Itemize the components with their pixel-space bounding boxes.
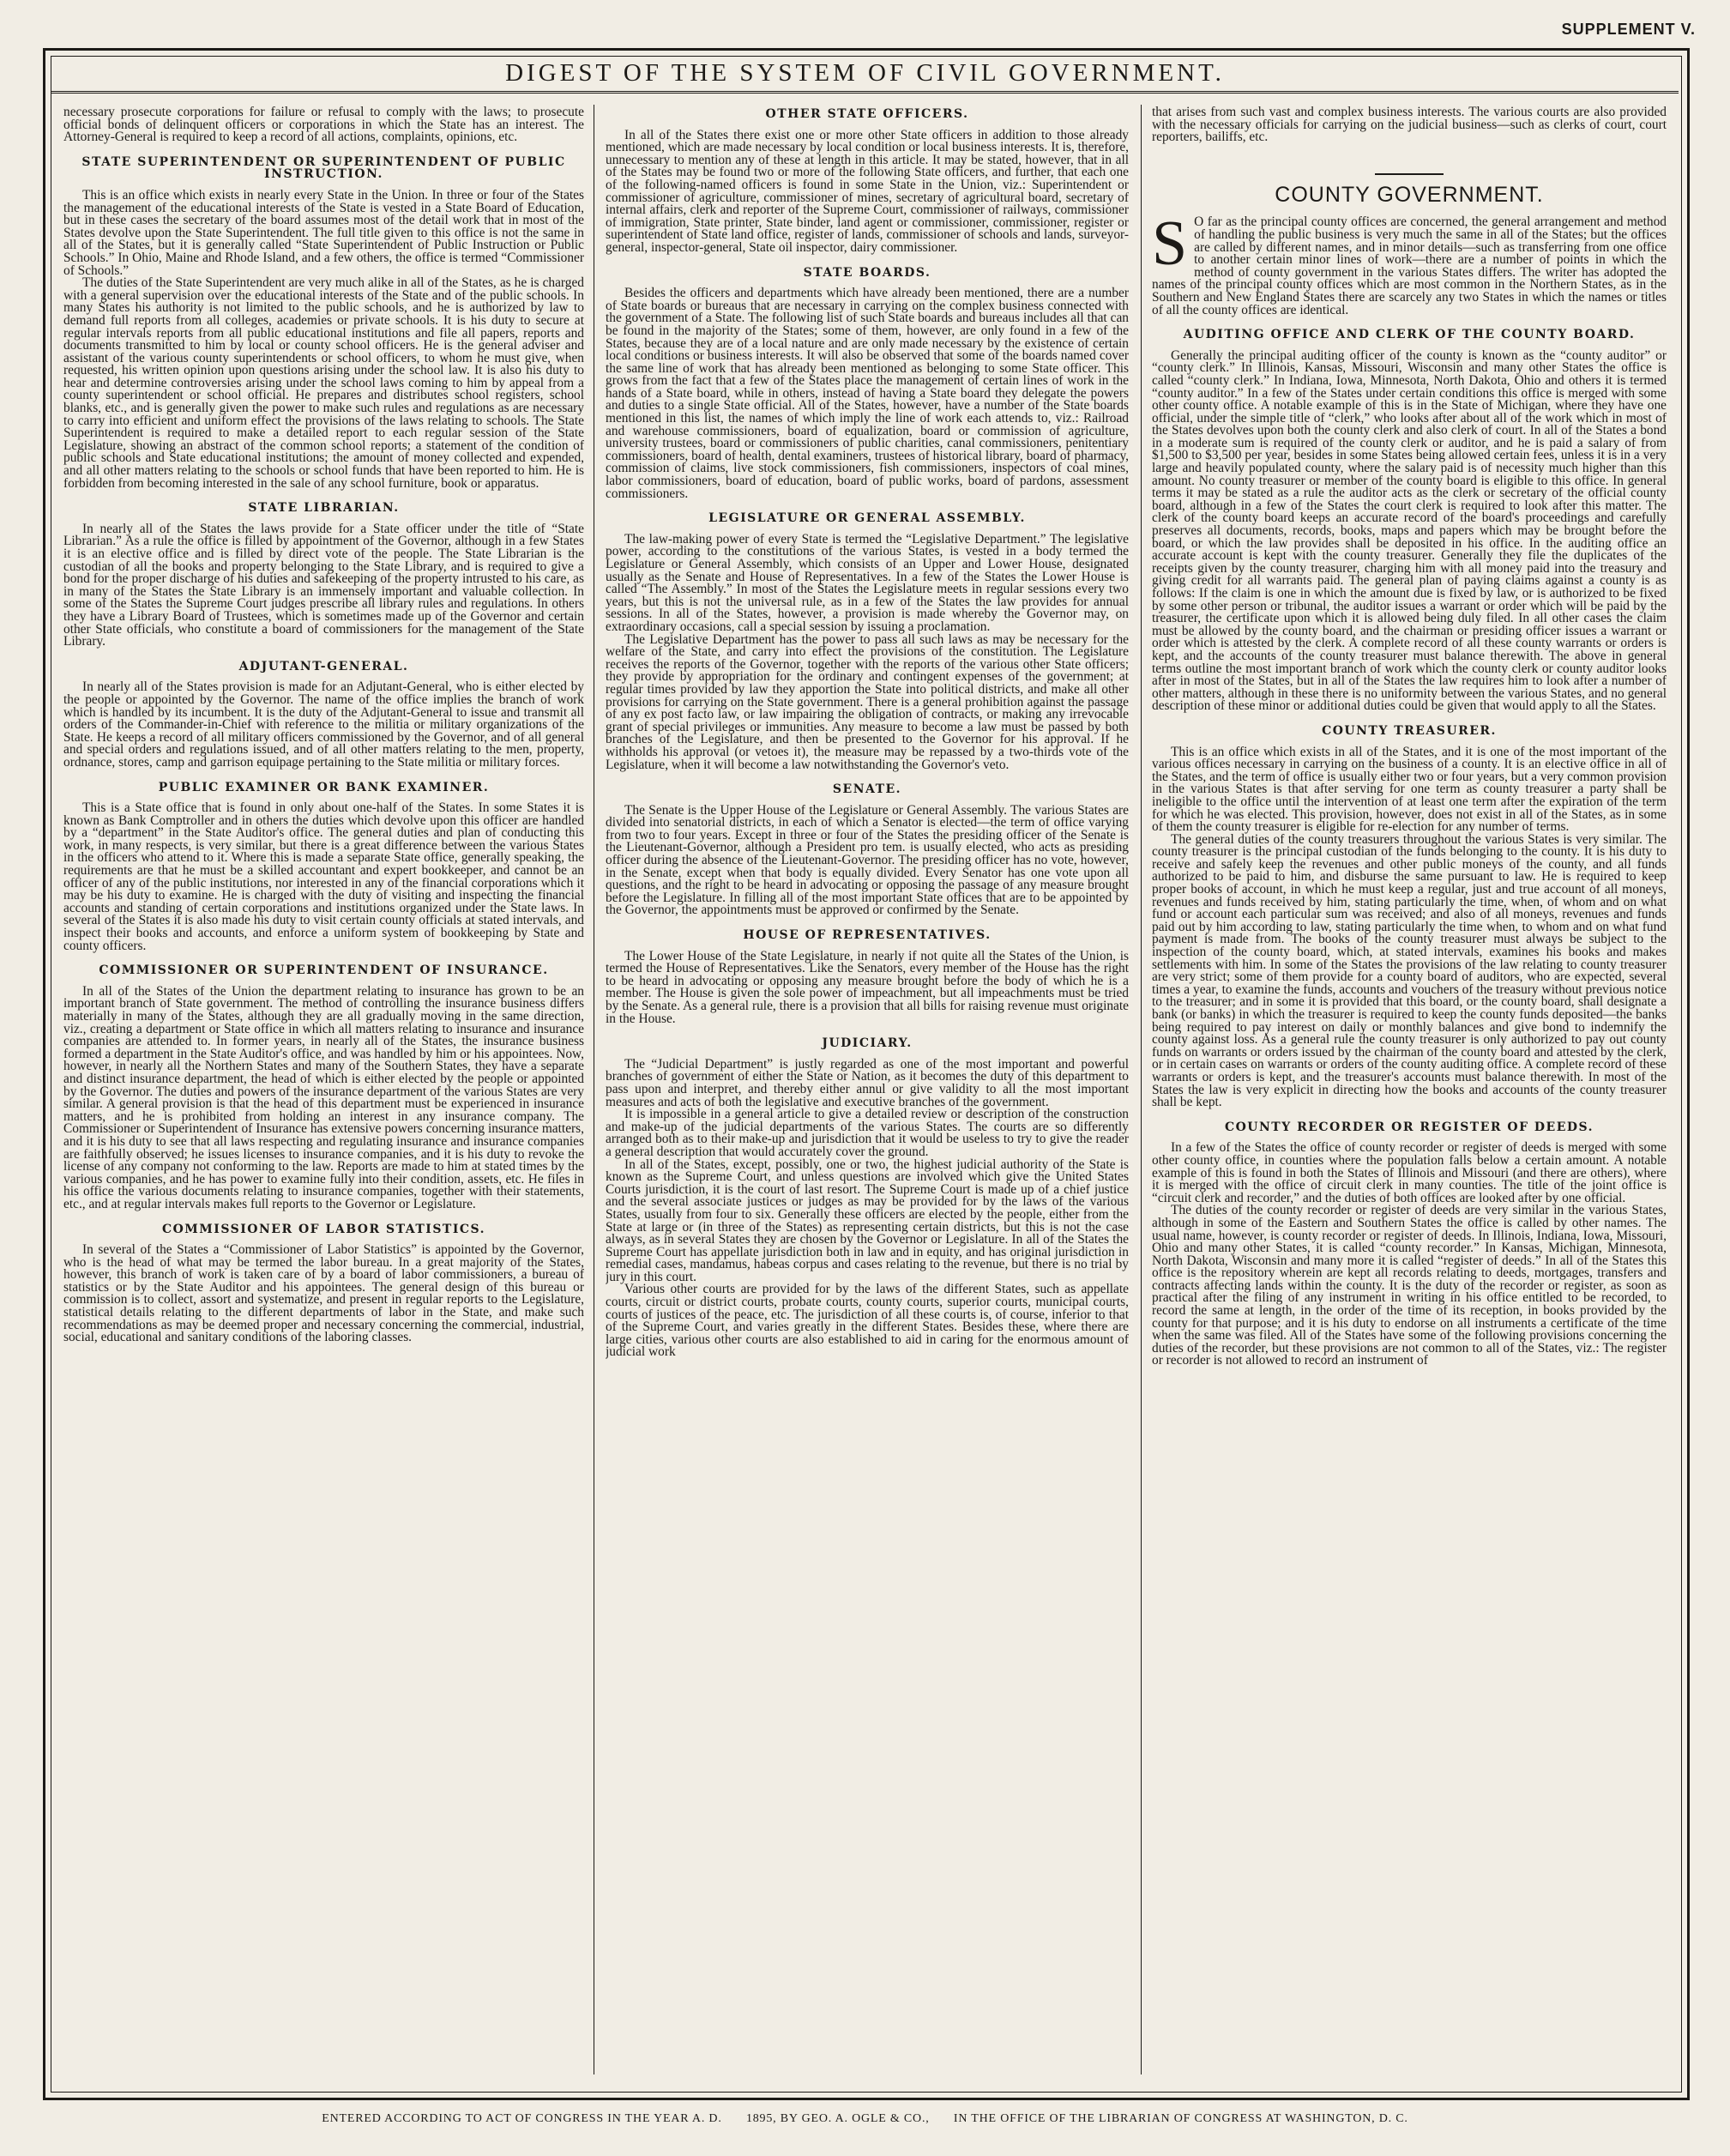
paragraph: In several of the States a “Commissioner of Labor Statistics” is appointed by the Governor, who is the head of what may be termed the labor bureau. In a great majority of the States, however, this branch of work is taken care of by a board of labor commissioners, a bureau of statistics or by the State Auditor and his appointees. The general design of this bureau or commission is to collect, assort and systematize, and present in regular reports to the Legislature, statistical details relating to the different departments of labor in the State, and make such recommendations as may be deemed proper and necessary concerning the commercial, industrial, social, educational and sanitary conditions of the laboring classes.: [63, 1242, 584, 1345]
footer-right: IN THE OFFICE OF THE LIBRARIAN OF CONGRESS AT WASHINGTON, D. C.: [953, 2112, 1408, 2125]
section-heading: HOUSE OF REPRESENTATIVES.: [743, 928, 992, 943]
paragraph: that arises from such vast and complex business interests. The various courts are also provided with the necessary officials for carrying on the judicial business—such as clerks of court, court reporters, bailiffs, etc.: [1152, 106, 1667, 145]
paragraph: The Senate is the Upper House of the Legislature or General Assembly. The various States are divided into senatorial districts, in each of which a Senator is elected—the term of office varying from two to four years. Except in three or four of the States the presiding officer of the Senate is the Lieutenant-Governor, although a President pro tem. is usually elected, who acts as presiding officer during the absence of the Lieutenant-Governor. The presiding officer has no vote, however, in the Senate, except when that body is equally divided. Every Senator has one vote upon all questions, and the right to be heard in advocating or opposing the passage of any measure brought before the Legislature. In filling all of the most important State offices that are to be appointed by the Governor, the appointments must be approved or confirmed by the Senate.: [606, 802, 1129, 918]
page-title: DIGEST OF THE SYSTEM OF CIVIL GOVERNMENT.: [51, 60, 1679, 94]
paragraph: The Lower House of the State Legislature, in nearly if not quite all the States of the Union, is termed the House of Representatives. Like the Senators, every member of the House has the right to be heard in advocating or opposing any measure brought before the body of which he is a member. The House is given the sole power of impeachment, but all impeachments must be tried by the Senate. As a general rule, there is a provision that all bills for raising revenue must originate in the House.: [606, 948, 1129, 1026]
section-heading: SENATE.: [832, 782, 902, 797]
footer-left: ENTERED ACCORDING TO ACT OF CONGRESS IN THE YEAR A. D.: [322, 2112, 722, 2125]
paragraph: Various other courts are provided for by the laws of the different States, such as appellate courts, circuit or district courts, probate courts, county courts, superior courts, municipal courts, courts of justices of the peace, etc. The jurisdiction of all these courts is, of course, inferior to that of the Supreme Court, and varies greatly in the different States. Besides these, where there are large cities, various other courts are also established to aid in caring for the enormous amount of judicial work: [606, 1282, 1129, 1360]
section-heading: COUNTY TREASURER.: [1322, 723, 1497, 738]
paragraph: In nearly all of the States provision is made for an Adjutant-General, who is either elected by the people or appointed by the Governor. The name of the office implies the branch of work which is handled by its incumbent. It is the duty of the Adjutant-General to issue and transmit all orders of the Commander-in-Chief with reference to the militia or military organizations of the State. He keeps a record of all military officers commissioned by the Governor, and of all general and special orders and regulations issued, and of all other matters relating to the men, property, ordnance, stores, camp and garrison equipage pertaining to the State militia or military forces.: [63, 679, 584, 770]
paragraph: This is an office which exists in nearly every State in the Union. In three or four of the States the management of the educational interests of the State is vested in a State Board of Education, but in these cases the secretary of the board assumes most of the detail work that in most of the States devolve upon the State Superintendent. The full title given to this office is not the same in all of the States, but it is generally called “State Superintendent of Public Instruction or Public Schools.” In Ohio, Maine and Rhode Island, and a few others, the office is termed “Commissioner of Schools.”: [63, 187, 584, 278]
section-heading: JUDICIARY.: [822, 1036, 913, 1051]
footer-middle: 1895, BY GEO. A. OGLE & CO.,: [745, 2112, 930, 2125]
county-government-heading: COUNTY GOVERNMENT.: [1275, 182, 1544, 207]
drop-cap: S: [1152, 208, 1188, 280]
section-divider: [1375, 173, 1444, 175]
column-2: [606, 106, 1129, 2071]
paragraph: It is impossible in a general article to give a detailed review or description of the construction and make-up of the judicial departments of the various States. The courts are so differently arranged both as to their make-up and jurisdiction that it would be useless to try to give the reader a general description that would accurately cover the ground.: [606, 1107, 1129, 1159]
paragraph: necessary prosecute corporations for failure or refusal to comply with the laws; to prosecute official bonds of delinquent officers or corporations in which the State has an interest. The Attorney-General is required to keep a record of all actions, complaints, opinions, etc.: [63, 106, 584, 145]
paragraph: The “Judicial Department” is justly regarded as one of the most important and powerful branches of government of either the State or Nation, as it becomes the duty of this department to pass upon and interpret, and thereby either annul or give validity to all the most important measures and acts of both the legislative and executive branches of the government.: [606, 1056, 1129, 1109]
paragraph: In all of the States there exist one or more other State officers in addition to those already mentioned, which are made necessary by local condition or local business interests. It is, therefore, unnecessary to mention any of these at length in this article. It may be stated, however, that in all of the States may be found two or more of the following State officers, and further, that each one of the following-named officers is found in some State in the Union, viz.: Superintendent or commissioner of agriculture, commissioner of mines, secretary of agricultural board, secretary of internal affairs, clerk and reporter of the Supreme Court, commissioner of railways, commissioner of immigration, State printer, State binder, land agent or commissioner, commissioner, register or superintendent of State land office, register of lands, commissioner of schools and lands, surveyor-general, inspector-general, State oil inspector, dairy commissioner.: [606, 127, 1129, 255]
paragraph: Generally the principal auditing officer of the county is known as the “county auditor” or “county clerk.” In Illinois, Kansas, Missouri, Wisconsin and many other States the office is called “county clerk.” In Indiana, Iowa, Minnesota, North Dakota, Ohio and others it is termed “county auditor.” In a few of the States under certain conditions this office is merged with some other county office. A notable example of this is in the State of Michigan, where they have one official, under the simple title of “clerk,” who looks after about all of the work which in most of the States devolves upon both the county clerk and also clerk of court. In all of the States a bond in a moderate sum is required of the county clerk or auditor, and he is paid a salary of from $1,500 to $3,500 per year, besides in some States being allowed certain fees, unless it is in a very large and heavily populated county, where the salary paid is of necessity much higher than this amount. No county treasurer or member of the county board is eligible to this office. In general terms it may be stated as a rule the auditor acts as the clerk or secretary of the official county board, although in a few of the States the court clerk is required to look after this matter. The clerk of the county board keeps an accurate record of the board's proceedings and carefully preserves all documents, records, books, maps and papers which may be brought before the board, or which the law provides shall be deposited in his office. In the auditing office an accurate account is kept with the county treasurer. Generally they file the duplicates of the receipts given by the county treasurer, charging him with all money paid into the treasury and giving credit for all warrants paid. The general plan of paying claims against a county is as follows: If the claim is one in which the amount due is fixed by law, or is authorized to be fixed by some other person or tribunal, the auditor issues a warrant or order which will be paid by the treasurer, the certificate upon which it is allowed being duly filed. In all other cases the claim must be allowed by the county board, and the chairman or presiding officer issues a warrant or order which is attested by the clerk. A complete record of all these county warrants or orders is kept, and the accounts of the county treasurer must balance therewith. The above in general terms outline the most important branch of work which the county clerk or county auditor looks after in most of the States, but in all of the States the law requires him to look after a number of other matters, although in these there is no uniformity between the various States, and no general description of these minor or additional duties could be given that would apply to all the States.: [1152, 347, 1667, 714]
supplement-label: SUPPLEMENT V.: [1561, 21, 1696, 38]
section-heading: STATE SUPERINTENDENT OR SUPERINTENDENT OF PUBLIC INSTRUCTION.: [81, 154, 566, 182]
paragraph: In all of the States of the Union the department relating to insurance has grown to be an important branch of State government. The method of controlling the insurance business differs materially in many of the States, although they are all gradually moving in the same direction, viz., creating a department or State office in which all matters relating to insurance and insurance companies are attended to. In former years, in nearly all of the States, the insurance business formed a department in the State Auditor's office, and was handled by him or his appointees. Now, however, in nearly all the Northern States and many of the Southern States, they have a separate and distinct insurance department, the head of which is either elected by the people or appointed by the Governor. The duties and powers of the insurance department of the various States are very similar. A general provision is that the head of this department must be experienced in insurance matters, and he is prohibited from holding an interest in any insurance company. The Commissioner or Superintendent of Insurance has extensive powers concerning insurance matters, and it is his duty to see that all laws respecting and regulating insurance and insurance companies are faithfully observed; he issues licenses to insurance companies, and it is his duty to revoke the license of any company not conforming to the law. Reports are made to him at stated times by the various companies, and he has power to examine fully into their condition, assets, etc. He files in his office the various documents relating to insurance companies, together with their statements, etc., and at regular intervals makes full reports to the Governor or Legislature.: [63, 983, 584, 1211]
column-3: [1152, 106, 1667, 2071]
paragraph: This is an office which exists in all of the States, and it is one of the most important of the various offices necessary in carrying on the business of a county. It is an elective office in all of the States, and the term of office is usually either two or four years, but a very common provision in the various States is that after serving for one term as county treasurer a party shall be ineligible to the office until the intervention of at least one term after the expiration of the term for which he was elected. This provision, however, does not exist in all of the States, as in some of them the county treasurer is eligible for re-election for any number of terms.: [1152, 744, 1667, 835]
paragraph: The duties of the county recorder or register of deeds are very similar in the various States, although in some of the Eastern and Southern States the office is called by other names. The usual name, however, is county recorder or register of deeds. In Illinois, Indiana, Iowa, Missouri, Ohio and many other States, it is called “county recorder.” In Kansas, Michigan, Minnesota, North Dakota, Wisconsin and many more it is called “register of deeds.” In all of the States this office is the repository wherein are kept all records relating to deeds, mortgages, transfers and contracts affecting lands within the county. It is the duty of the recorder or register, as soon as practical after the filing of any instrument in writing in his office entitled to be recorded, to record the same at length, in the order of the time of its reception, in books provided by the county for that purpose; and it is his duty to endorse on all instruments a certificate of the time when the same was filed. All of the States have some of the following provisions concerning the duties of the recorder, but these provisions are not common to all of the States, viz.: The register or recorder is not allowed to record an instrument of: [1152, 1203, 1667, 1368]
column-1: [63, 106, 584, 2071]
section-heading: PUBLIC EXAMINER OR BANK EXAMINER.: [158, 780, 490, 794]
section-heading: COMMISSIONER OR SUPERINTENDENT OF INSURANCE.: [99, 963, 549, 978]
paragraph: This is a State office that is found in only about one-half of the States. In some States it is known as Bank Comptroller and in others the duties which devolve upon this officer are handled by a “department” in the State Auditor's office. The general duties and plan of conducting this work, in many respects, is very similar, but there is a great difference between the various States in the officers who attend to it. Where this is made a separate State office, generally speaking, the requirements are that he must be a skilled accountant and expert bookkeeper, and cannot be an officer of any of the public institutions, nor interested in any of the financial corporations which it may be his duty to examine. He is charged with the duty of visiting and inspecting the financial accounts and standing of certain corporations and institutions organized under the State laws. In several of the States it is also made his duty to visit certain county officials at stated intervals, and inspect their books and accounts, and enforce a uniform system of bookkeeping by State and county officers.: [63, 800, 584, 953]
section-heading: STATE BOARDS.: [803, 265, 931, 280]
intro-paragraph: [1152, 208, 1667, 317]
paragraph: The law-making power of every State is termed the “Legislative Department.” The legislative power, according to the constitutions of the various States, is vested in a body termed the Legislature or General Assembly, which consists of an Upper and Lower House, designated usually as the Senate and House of Representatives. In a few of the States the Lower House is called “The Assembly.” In most of the States the Legislature meets in regular sessions every two years, but this is not the universal rule, as in a few of the States the law provides for annual sessions. In all of the States, however, a provision is made whereby the Governor may, on extraordinary occasions, call a special session by issuing a proclamation.: [606, 531, 1129, 634]
paragraph: In a few of the States the office of county recorder or register of deeds is merged with some other county office, in counties where the population falls below a certain amount. A notable example of this is found in both the States of Illinois and Missouri (and there are others), where it is merged with the office of circuit clerk in many counties. The title of the joint office is “circuit clerk and recorder,” and the duties of both offices are looked after by one official.: [1152, 1140, 1667, 1205]
section-heading: COMMISSIONER OF LABOR STATISTICS.: [161, 1222, 486, 1236]
section-heading: AUDITING OFFICE AND CLERK OF THE COUNTY BOARD.: [1183, 328, 1636, 342]
paragraph: In all of the States, except, possibly, one or two, the highest judicial authority of the State is known as the Supreme Court, and unless questions are involved which give the United States Courts jurisdiction, it is the court of last resort. The Supreme Court is made up of a chief justice and the several associate justices or judges as may be provided for by the laws of the various States, usually from four to six. Generally these officers are elected by the people, either from the State at large or (in three of the States) as representing certain districts, but this is not the case always, as in several States they are chosen by the Governor or Legislature. In all of the States the Supreme Court has appellate jurisdiction both in law and in equity, and has original jurisdiction in remedial cases, mandamus, habeas corpus and cases relating to the revenue, but there is no trial by jury in this court.: [606, 1157, 1129, 1284]
paragraph: Besides the officers and departments which have already been mentioned, there are a number of State boards or bureaus that are necessary in carrying on the complex business connected with the government of a State. The following list of such State boards and bureaus includes all that can be found in the majority of the States; some of them, however, are only found in a few of the States, because they are of a local nature and are only made necessary by the existence of certain local conditions or business interests. It will also be observed that some of the boards named cover the same line of work that has already been mentioned as belonging to some State officer. This grows from the fact that a few of the States place the management of certain lines of work in the hands of a State board, while in others, instead of having a State board they delegate the powers and duties to a single State official. All of the States, however, have a number of the State boards mentioned in this list, the names of which imply the line of work each attends to, viz.: Railroad and warehouse commissioners, board of equalization, board or commission of agriculture, university trustees, board or commissioners of public charities, canal commissioners, penitentiary commissioners, board of health, dental examiners, trustees of historical library, board of pharmacy, commission of claims, live stock commissioners, fish commissioners, inspectors of coal mines, labor commissioners, board of education, board of public works, board of pardons, assessment commissioners.: [606, 286, 1129, 501]
paragraph: The Legislative Department has the power to pass all such laws as may be necessary for the welfare of the State, and carry into effect the provisions of the constitution. The Legislature receives the reports of the Governor, together with the reports of the various other State officers; they provide by appropriation for the ordinary and contingent expenses of the government; at regular times provided by law they apportion the State into political districts, and make all other provisions for carrying on the State government. There is a general prohibition against the passage of any ex post facto law, or law impairing the obligation of contracts, or making any irrevocable grant of special privileges or immunities. Any measure to become a law must be passed by both branches of the Legislature, and then be presented to the Governor for his approval. If he withholds his approval (or vetoes it), the measure may be repassed by a two-thirds vote of the Legislature, when it will become a law notwithstanding the Governor's veto.: [606, 631, 1129, 772]
paragraph: The general duties of the county treasurers throughout the various States is very similar. The county treasurer is the principal custodian of the funds belonging to the county. It is his duty to receive and safely keep the revenues and other public moneys of the county, and all funds authorized to be paid to him, and disburse the same pursuant to law. He is required to keep proper books of account, in which he must keep a regular, just and true account of all moneys, revenues and funds received by him, stating particularly the time, when, of whom and on what fund or account each particular sum was received; and also of all moneys, revenues and funds paid out by him according to law, stating particularly the time when, to whom and on what fund payment is made from. The books of the county treasurer must always be subject to the inspection of the county board, which, at stated intervals, examines his books and makes settlements with him. In some of the States the provisions of the law relating to county treasurer are very strict; some of them provide for a county board of auditors, who are expected, several times a year, to examine the funds, accounts and vouchers of the treasury without previous notice to the treasurer; and in some it is provided that this board, or the county board, shall designate a bank (or banks) in which the treasurer is required to keep the county funds deposited—the banks being required to pay interest on daily or monthly balances and give bond to indemnify the county against loss. As a general rule the county treasurer is only authorized to pay out county funds on warrants or orders issued by the chairman of the county board and attested by the clerk, or in certain cases on warrants or orders of the county auditing office. A complete record of these warrants or orders is kept, and the treasurer's accounts must balance therewith. In most of the States the law is very explicit in directing how the books and accounts of the county treasurer shall be kept.: [1152, 831, 1667, 1110]
column-divider-2: [1141, 105, 1142, 2074]
section-heading: LEGISLATURE OR GENERAL ASSEMBLY.: [708, 511, 1026, 526]
copyright-footer: [51, 2112, 1679, 2126]
paragraph: O far as the principal county offices are concerned, the general arrangement and method of handling the public business is very much the same in all of the States; but the offices are called by different names, and in minor details—such as transferring from one office to another certain minor lines of work—there are a number of points in which the method of county government in the various States differs. The writer has adopted the names of the principal county offices which are most common in the Northern States, as in the Southern and New England States there are scarcely any two States in which the names or titles of all the county offices are identical.: [1152, 214, 1667, 317]
section-heading: STATE LIBRARIAN.: [248, 501, 400, 516]
section-heading: OTHER STATE OFFICERS.: [765, 107, 969, 121]
section-heading: ADJUTANT-GENERAL.: [238, 659, 409, 673]
section-heading: COUNTY RECORDER OR REGISTER OF DEEDS.: [1224, 1120, 1594, 1134]
paragraph: The duties of the State Superintendent are very much alike in all of the States, as he is charged with a general supervision over the educational interests of the State and of the public schools. In many States his authority is not limited to the public schools, and he is authorized by law to demand full reports from all colleges, academies or private schools. It is his duty to secure at regular intervals reports from all public educational institutions and file all papers, reports and documents transmitted to him by local or county school officers. He is the general adviser and assistant of the various county superintendents or school officers, to whom he must give, when requested, his written opinion upon questions arising under the school law. It is also his duty to hear and determine controversies arising under the school laws coming to him by appeal from a county superintendent or school official. He prepares and distributes school registers, school blanks, etc., and is generally given the power to make such rules and regulations as are necessary to carry into efficient and uniform effect the provisions of the laws relating to schools. The State Superintendent is required to make a detailed report to each regular session of the State Legislature, showing an abstract of the common school reports; a statement of the condition of public schools and State educational institutions; the amount of money collected and expended, and all other matters relating to the schools or school funds that have been reported to him. He is forbidden from becoming interested in the sale of any school furniture, book or apparatus.: [63, 275, 584, 491]
paragraph: In nearly all of the States the laws provide for a State officer under the title of “State Librarian.” As a rule the office is filled by appointment of the Governor, although in a few States it is an elective office and is filled by direct vote of the people. The State Librarian is the custodian of all the books and property belonging to the State Library, and is required to give a bond for the proper discharge of his duties and safekeeping of the property intrusted to his care, as in many of the States the State Library is an immensely important and valuable collection. In some of the States the Supreme Court judges prescribe all library rules and regulations. In others they have a Library Board of Trustees, which is sometimes made up of the Governor and certain other State officials, who constitute a board of commissioners for the management of the State Library.: [63, 521, 584, 649]
